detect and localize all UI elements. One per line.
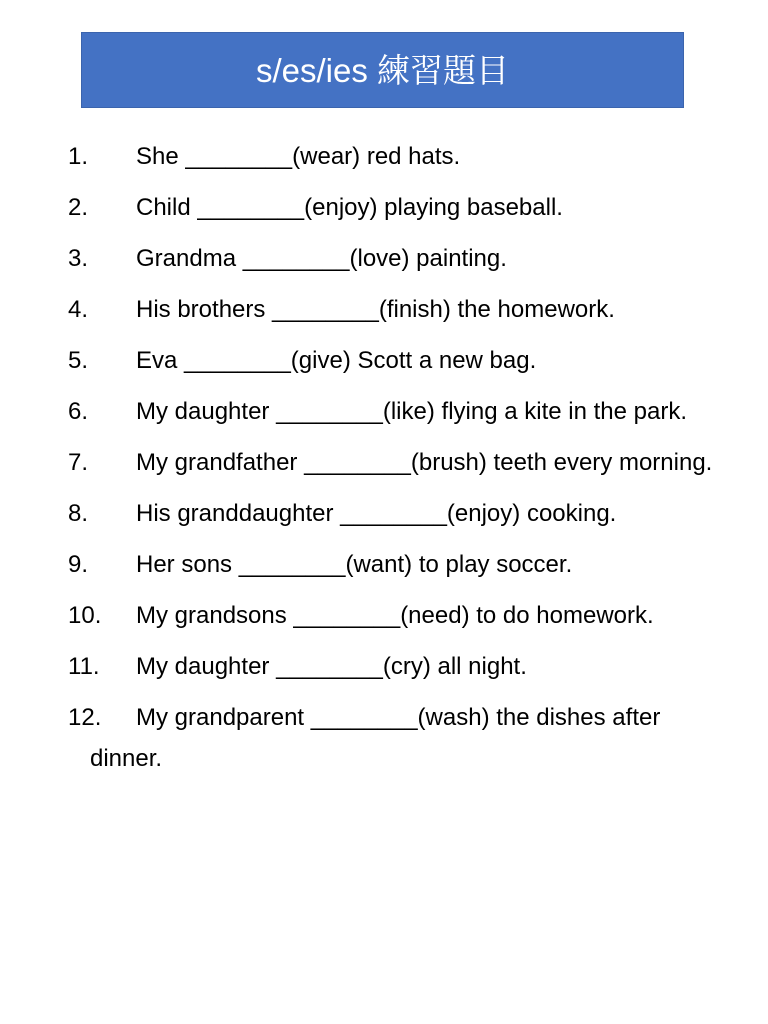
exercise-item (68, 493, 718, 534)
exercise-number: 7. (68, 449, 89, 476)
exercise-sentence: Eva ________(give) Scott a new bag. (136, 347, 537, 374)
exercise-number: 6. (68, 398, 89, 425)
exercise-sentence: His brothers ________(finish) the homework. (136, 296, 615, 323)
exercise-sentence: My grandsons ________(need) to do homework. (136, 602, 654, 629)
title-banner (81, 32, 684, 108)
exercise-number: 1. (68, 143, 89, 170)
exercise-sentence: She ________(wear) red hats. (136, 143, 461, 170)
exercise-item (68, 442, 718, 483)
exercise-item (68, 289, 718, 330)
page-title: s/es/ies 練習題目 (255, 51, 510, 89)
exercise-item (68, 595, 718, 636)
exercise-sentence: Child ________(enjoy) playing baseball. (136, 194, 563, 221)
exercise-item (68, 391, 718, 432)
exercise-number: 5. (68, 347, 89, 374)
exercise-number: 12. (68, 704, 102, 731)
exercise-sentence: My daughter ________(like) flying a kite in the park. (136, 398, 687, 425)
exercise-number: 9. (68, 551, 89, 578)
exercise-sentence: My grandfather ________(brush) teeth every morning. (136, 449, 713, 476)
exercise-sentence: My grandparent ________(wash) the dishes after dinner. (90, 704, 661, 772)
exercise-item (68, 187, 718, 228)
exercise-sentence: His granddaughter ________(enjoy) cooking. (136, 500, 617, 527)
exercise-item (68, 646, 718, 687)
exercise-item (68, 544, 718, 585)
exercise-item (68, 238, 718, 279)
exercise-sentence: Her sons ________(want) to play soccer. (136, 551, 573, 578)
exercise-number: 3. (68, 245, 89, 272)
exercise-item (68, 340, 718, 381)
exercise-number: 10. (68, 602, 102, 629)
exercise-item (68, 136, 718, 177)
exercise-number: 11. (68, 653, 100, 680)
exercise-list (68, 136, 718, 789)
exercise-number: 8. (68, 500, 89, 527)
exercise-number: 2. (68, 194, 89, 221)
exercise-sentence: Grandma ________(love) painting. (136, 245, 507, 272)
exercise-sentence: My daughter ________(cry) all night. (136, 653, 527, 680)
exercise-item (68, 697, 718, 779)
exercise-number: 4. (68, 296, 89, 323)
